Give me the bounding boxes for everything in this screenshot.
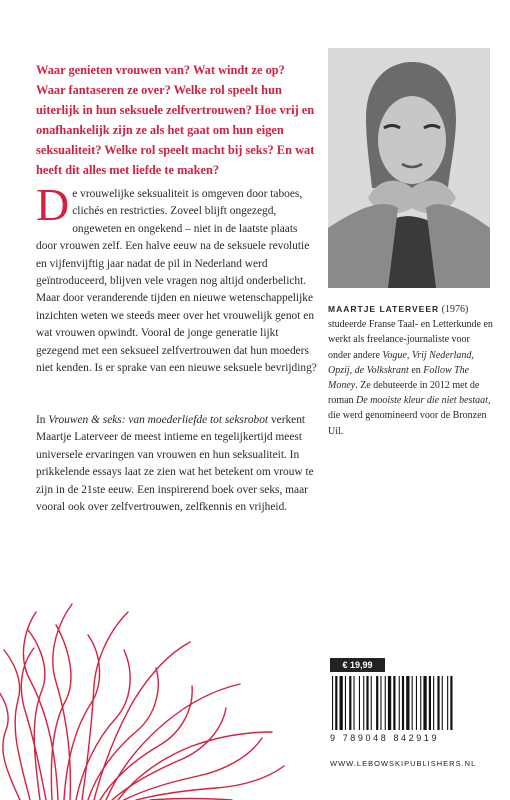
publisher-website: WWW.LEBOWSKIPUBLISHERS.NL <box>330 759 477 768</box>
barcode-bar <box>429 676 431 730</box>
barcode-bar <box>416 676 417 730</box>
barcode-bar <box>366 676 368 730</box>
barcode-bar <box>393 676 395 730</box>
flame-illustration <box>0 590 290 800</box>
barcode-bar <box>447 676 448 730</box>
barcode-bar <box>406 676 409 730</box>
back-cover-tagline: Waar genieten vrouwen van? Wat windt ze op? Waar fantaseren ze over? Welke rol speelt hun uiterlijk in hun seksuele zelfvertrouwen? Hoe vrij en onafhankelijk zijn ze als het gaat om hun eigen seksualiteit? Welke rol speelt macht bij seks? En wat heeft dit alles met liefde te maken? <box>36 63 315 177</box>
barcode-bar <box>437 676 439 730</box>
barcode-bar <box>385 676 386 730</box>
author-bio: MAARTJE LATERVEER (1976) studeerde Franse Taal- en Letterkunde en werkt als freelance-journaliste voor onder andere Vogue, Vrij Nederland, Opzij, de Volkskrant en Follow The Money. Ze debuteerde in 2012 met de roman De mooiste kleur die niet bestaat, die werd genomineerd voor de Bronzen Uil. <box>328 304 493 437</box>
barcode-bar <box>363 676 364 730</box>
barcode-bar <box>335 676 337 730</box>
barcode-bar <box>423 676 426 730</box>
price-tag: € 19,99 <box>330 658 385 672</box>
author-birth-year: (1976) <box>439 304 469 315</box>
barcode-bar <box>442 676 443 730</box>
drop-cap: D <box>36 179 70 230</box>
barcode-bar <box>388 676 391 730</box>
book-title: Vrouwen & seks: van moederliefde tot seksrobot <box>48 414 269 426</box>
barcode-bar <box>402 676 404 730</box>
barcode-bar <box>433 676 434 730</box>
barcode-bar <box>380 676 381 730</box>
barcode-bar <box>354 676 355 730</box>
barcode <box>330 676 490 732</box>
barcode-bar <box>399 676 400 730</box>
author-name: MAARTJE LATERVEER <box>328 304 440 314</box>
barcode-bar <box>376 676 378 730</box>
barcode-bar <box>371 676 372 730</box>
barcode-bar <box>349 676 351 730</box>
barcode-bar <box>345 676 346 730</box>
blurb-paragraph-2: In Vrouwen & seks: van moederliefde tot seksrobot verkent Maartje Laterveer de meest intieme en tegelijkertijd meest universele ervaringen van vrouwen en hun seksualiteit. In prikkelende essays laat ze zien wat het betekent om vrouw te zijn in de 21ste eeuw. Een inspirerend boek over seks, maar vooral ook over zelfvertrouwen, zelfkennis en vrijheid. <box>36 414 314 514</box>
barcode-bar <box>359 676 360 730</box>
barcode-bar <box>332 676 333 730</box>
barcode-bar <box>412 676 413 730</box>
barcode-bar <box>450 676 452 730</box>
isbn-number: 9 789048 842919 <box>330 733 440 743</box>
blurb-paragraph-1: De vrouwelijke seksualiteit is omgeven door taboes, clichés en restricties. Zoveel blijft ongezegd, ongeweten en ongekend – niet in de laatste plaats door vrouwen zelf. Een halve eeuw na de seksuele revolutie en vijfenvijftig jaar nadat de pil in Nederland werd geïntroduceerd, blijven vele vragen nog altijd onderbelicht. Maar door veranderende tijden en nieuwe wetenschappelijke inzichten weten we steeds meer over het vrouwelijk genot en wat vrouwen opwindt. Vooral de jonge generatie lijkt gezegend met een seksueel zelfvertrouwen dat hun moeders niet kenden. Is er sprake van een nieuwe seksuele bevrijding? <box>36 179 317 375</box>
barcode-bar <box>420 676 421 730</box>
barcode-bar <box>340 676 343 730</box>
author-photo <box>328 48 490 288</box>
